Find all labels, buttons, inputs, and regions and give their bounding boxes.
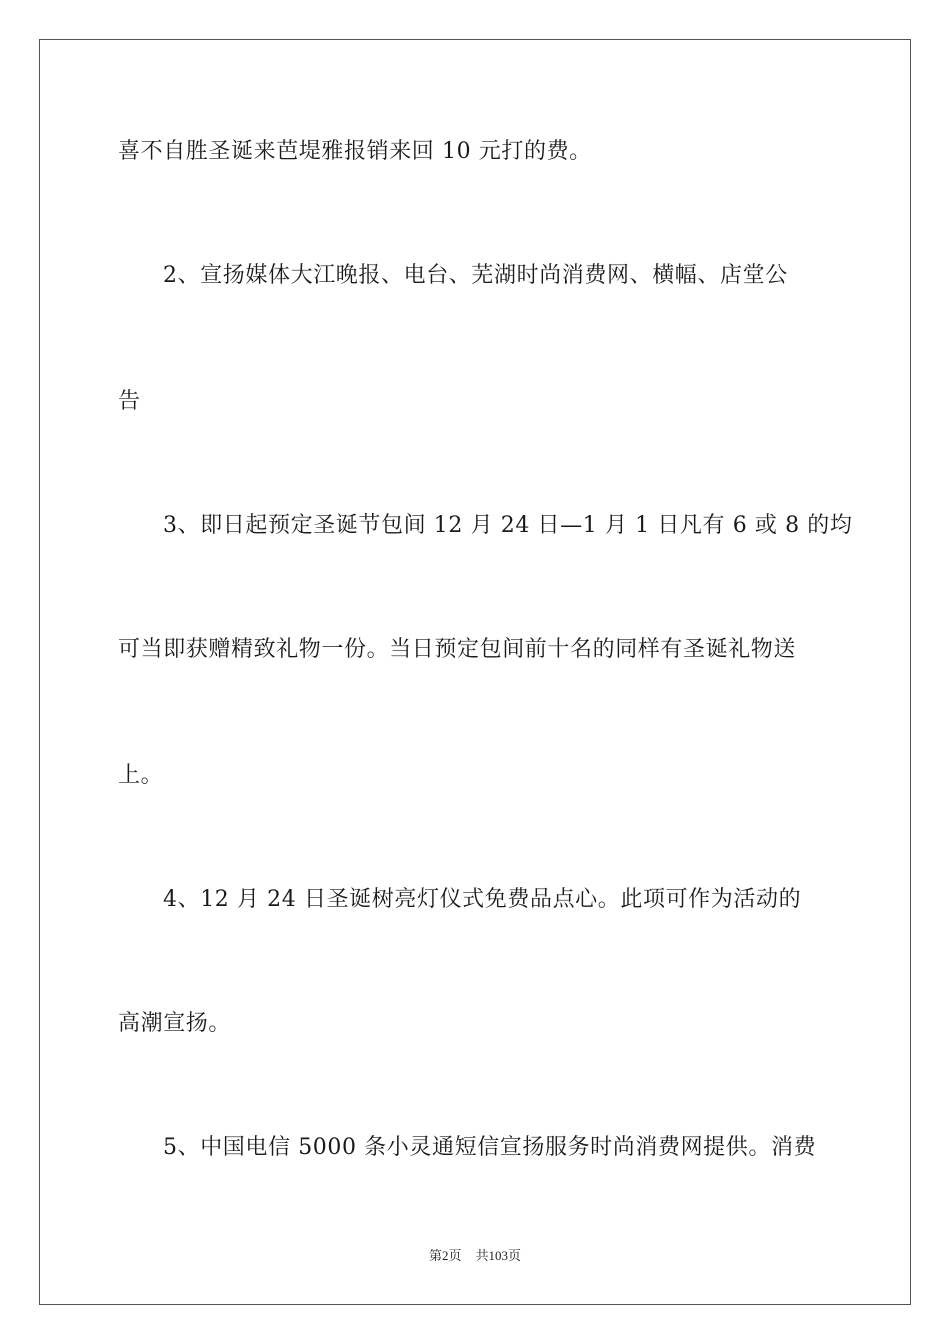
page-footer — [0, 1248, 950, 1265]
paragraph-line-8: 高潮宣扬。 — [118, 1011, 232, 1036]
paragraph-line-5: 可当即获赠精致礼物一份。当日预定包间前十名的同样有圣诞礼物送 — [118, 637, 797, 662]
paragraph-line-4: 3、即日起预定圣诞节包间 12 月 24 日—1 月 1 日凡有 6 或 8 的均 — [163, 513, 853, 538]
footer-total-prefix: 共 — [475, 1249, 489, 1264]
paragraph-line-6: 上。 — [118, 763, 164, 788]
paragraph-line-3: 告 — [118, 389, 141, 414]
paragraph-line-2: 2、宣扬媒体大江晚报、电台、芜湖时尚消费网、横幅、店堂公 — [163, 263, 788, 288]
page-border — [39, 39, 911, 1305]
footer-total-pages: 103 — [488, 1248, 509, 1263]
paragraph-line-9: 5、中国电信 5000 条小灵通短信宣扬服务时尚消费网提供。消费 — [163, 1135, 817, 1160]
paragraph-line-7: 4、12 月 24 日圣诞树亮灯仪式免费品点心。此项可作为活动的 — [163, 887, 802, 912]
footer-total-suffix: 页 — [508, 1249, 522, 1264]
footer-page-prefix: 第 — [428, 1249, 442, 1264]
paragraph-line-1: 喜不自胜圣诞来芭堤雅报销来回 10 元打的费。 — [118, 139, 592, 164]
footer-page-suffix: 页 — [448, 1249, 462, 1264]
footer-page-number: 2 — [441, 1248, 449, 1263]
